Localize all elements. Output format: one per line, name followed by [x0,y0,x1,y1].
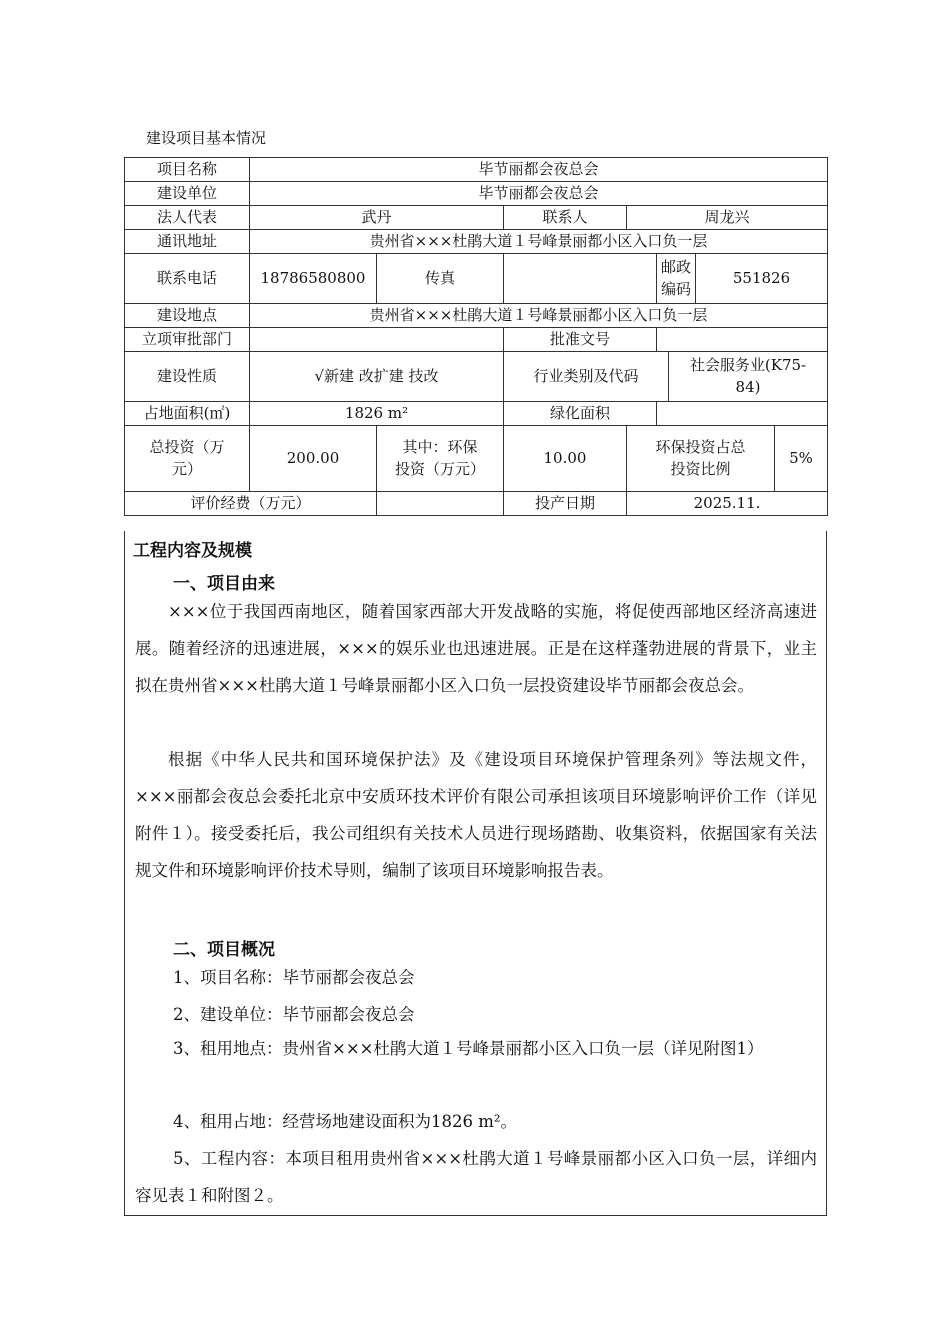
overview-item-area: 4、租用占地：经营场地建设面积为1826 m²。 [173,1112,517,1131]
env-invest-value: 10.00 [504,426,627,492]
paragraph-basis: 根据《中华人民共和国环境保护法》及《建设项目环境保护管理条列》等法规文件，×××丽都会夜总会委托北京中安质环技术评价有限公司承担该项目环境影响评价工作（详见附件１）。接受委托后，我公司组织有关技术人员进行现场踏勘、收集资料，依据国家有关法规文件和环境影响评价技术导则，编制了该项目环境影响报告表。 [135,750,817,880]
paragraph-origin: ×××位于我国西南地区，随着国家西部大开发战略的实施，将促使西部地区经济高速进展。随着经济的迅速进展，×××的娱乐业也迅速进展。正是在这样蓬勃进展的背景下，业主拟在贵州省×××杜鹃大道１号峰景丽都小区入口负一层投资建设毕节丽都会夜总会。 [135,602,817,695]
green-label: 绿化面积 [504,402,657,426]
site-value: 贵州省×××杜鹃大道１号峰景丽都小区入口负一层 [250,304,828,328]
builder-label: 建设单位 [125,182,250,206]
overview-item-scope: 5、工程内容：本项目租用贵州省×××杜鹃大道１号峰景丽都小区入口负一层，详细内容见表１和附图２。 [135,1149,817,1205]
fax-value [504,254,657,304]
approval-dept-label: 立项审批部门 [125,328,250,352]
phone-label: 联系电话 [125,254,250,304]
env-invest-label-line1: 其中：环保 [402,437,478,456]
contact-value: 周龙兴 [627,206,828,230]
ratio-value: 5% [775,426,828,492]
project-info-table [124,157,828,516]
env-invest-label [377,426,504,492]
subsection-origin: 一、项目由来 [173,574,275,594]
invest-label-line2: 元） [171,459,202,478]
overview-item-builder: 2、建设单位：毕节丽都会夜总会 [173,1005,415,1024]
start-date-label: 投产日期 [504,492,627,516]
invest-label [125,426,250,492]
postcode-label-line1: 邮政 [661,257,692,276]
green-value [657,402,828,426]
industry-value-line2: 84) [735,377,761,396]
project-name-label: 项目名称 [125,158,250,182]
start-date-value: 2025.11. [627,492,828,516]
content-heading: 工程内容及规模 [133,541,252,561]
builder-value: 毕节丽都会夜总会 [250,182,828,206]
nature-label: 建设性质 [125,352,250,402]
industry-value-line1: 社会服务业(K75- [689,355,807,374]
approval-dept-value [250,328,504,352]
ratio-label-line2: 投资比例 [670,459,731,478]
content-box [124,531,827,1216]
project-name-value: 毕节丽都会夜总会 [250,158,828,182]
ratio-label [627,426,775,492]
approval-no-label: 批准文号 [504,328,657,352]
eval-fee-label: 评价经费（万元） [125,492,377,516]
overview-item-name: 1、项目名称：毕节丽都会夜总会 [173,968,415,987]
fax-label: 传真 [377,254,504,304]
invest-label-line1: 总投资（万 [149,437,225,456]
legal-rep-label: 法人代表 [125,206,250,230]
eval-fee-value [377,492,504,516]
document-title: 建设项目基本情况 [146,129,267,147]
postcode-label-line2: 编码 [661,279,692,298]
contact-label: 联系人 [504,206,627,230]
industry-value [669,352,828,402]
overview-item-location: 3、租用地点：贵州省×××杜鹃大道１号峰景丽都小区入口负一层（详见附图1） [173,1039,764,1058]
legal-rep-value: 武丹 [250,206,504,230]
ratio-label-line1: 环保投资占总 [655,437,746,456]
area-label: 占地面积(㎡) [125,402,250,426]
nature-value: √新建 改扩建 技改 [250,352,504,402]
env-invest-label-line2: 投资（万元） [394,459,485,478]
industry-label: 行业类别及代码 [504,352,669,402]
site-label: 建设地点 [125,304,250,328]
postcode-label [657,254,696,304]
area-value: 1826 m² [250,402,504,426]
invest-value: 200.00 [250,426,377,492]
address-label: 通讯地址 [125,230,250,254]
address-value: 贵州省×××杜鹃大道１号峰景丽都小区入口负一层 [250,230,828,254]
postcode-value: 551826 [696,254,828,304]
approval-no-value [657,328,828,352]
phone-value: 18786580800 [250,254,377,304]
subsection-overview: 二、项目概况 [173,940,275,960]
